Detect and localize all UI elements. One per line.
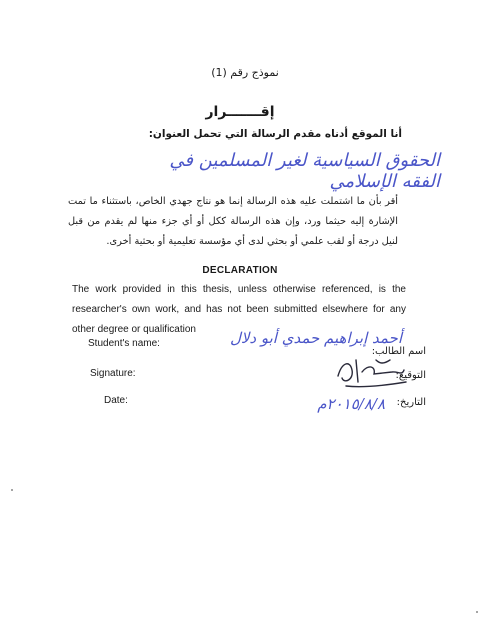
english-declaration-text: The work provided in this thesis, unless otherwise referenced, is the researcher's own work, and has not been submitted elsewhere for any other degree or qualification xyxy=(72,284,406,335)
student-name-handwritten: أحمد إبراهيم حمدي أبو دلال xyxy=(229,329,402,347)
signature-label-en: Signature: xyxy=(90,368,136,379)
student-name-label-ar: اسم الطالب: xyxy=(371,346,426,357)
signature-label-ar: التوقيع: xyxy=(395,370,426,381)
arabic-declaration-text: أقر بأن ما اشتملت عليه هذه الرسالة إنما هو نتاج جهدي الخاص، باستثناء ما تمت الإشارة إليه حيثما ورد، وإن هذه الرسالة ككل أو أي جزء منها لم يقدم من قبل لنيل درجة أو لقب علمي أو بحثي لدى أي مؤسسة تعليمية أو بحثية أخرى. xyxy=(68,196,398,247)
date-label-en: Date: xyxy=(104,395,128,406)
student-name-label-en: Student's name: xyxy=(88,338,160,349)
date-label-ar: التاريخ: xyxy=(396,397,426,408)
handwritten-signature xyxy=(332,352,412,392)
form-number: نموذج رقم (1) xyxy=(211,66,279,79)
declaration-intro-arabic: أنا الموقع أدناه مقدم الرسالة التي تحمل العنوان: xyxy=(148,128,402,140)
handwritten-thesis-title: الحقوق السياسية لغير المسلمين في الفقه الإسلامي xyxy=(169,150,440,192)
scan-speck xyxy=(476,611,478,613)
declaration-title-english: DECLARATION xyxy=(202,265,278,276)
scan-speck xyxy=(11,489,13,491)
date-handwritten: ٢٠١٥/٨/٨م xyxy=(317,395,385,413)
declaration-title-arabic: إقـــــــرار xyxy=(205,104,275,120)
